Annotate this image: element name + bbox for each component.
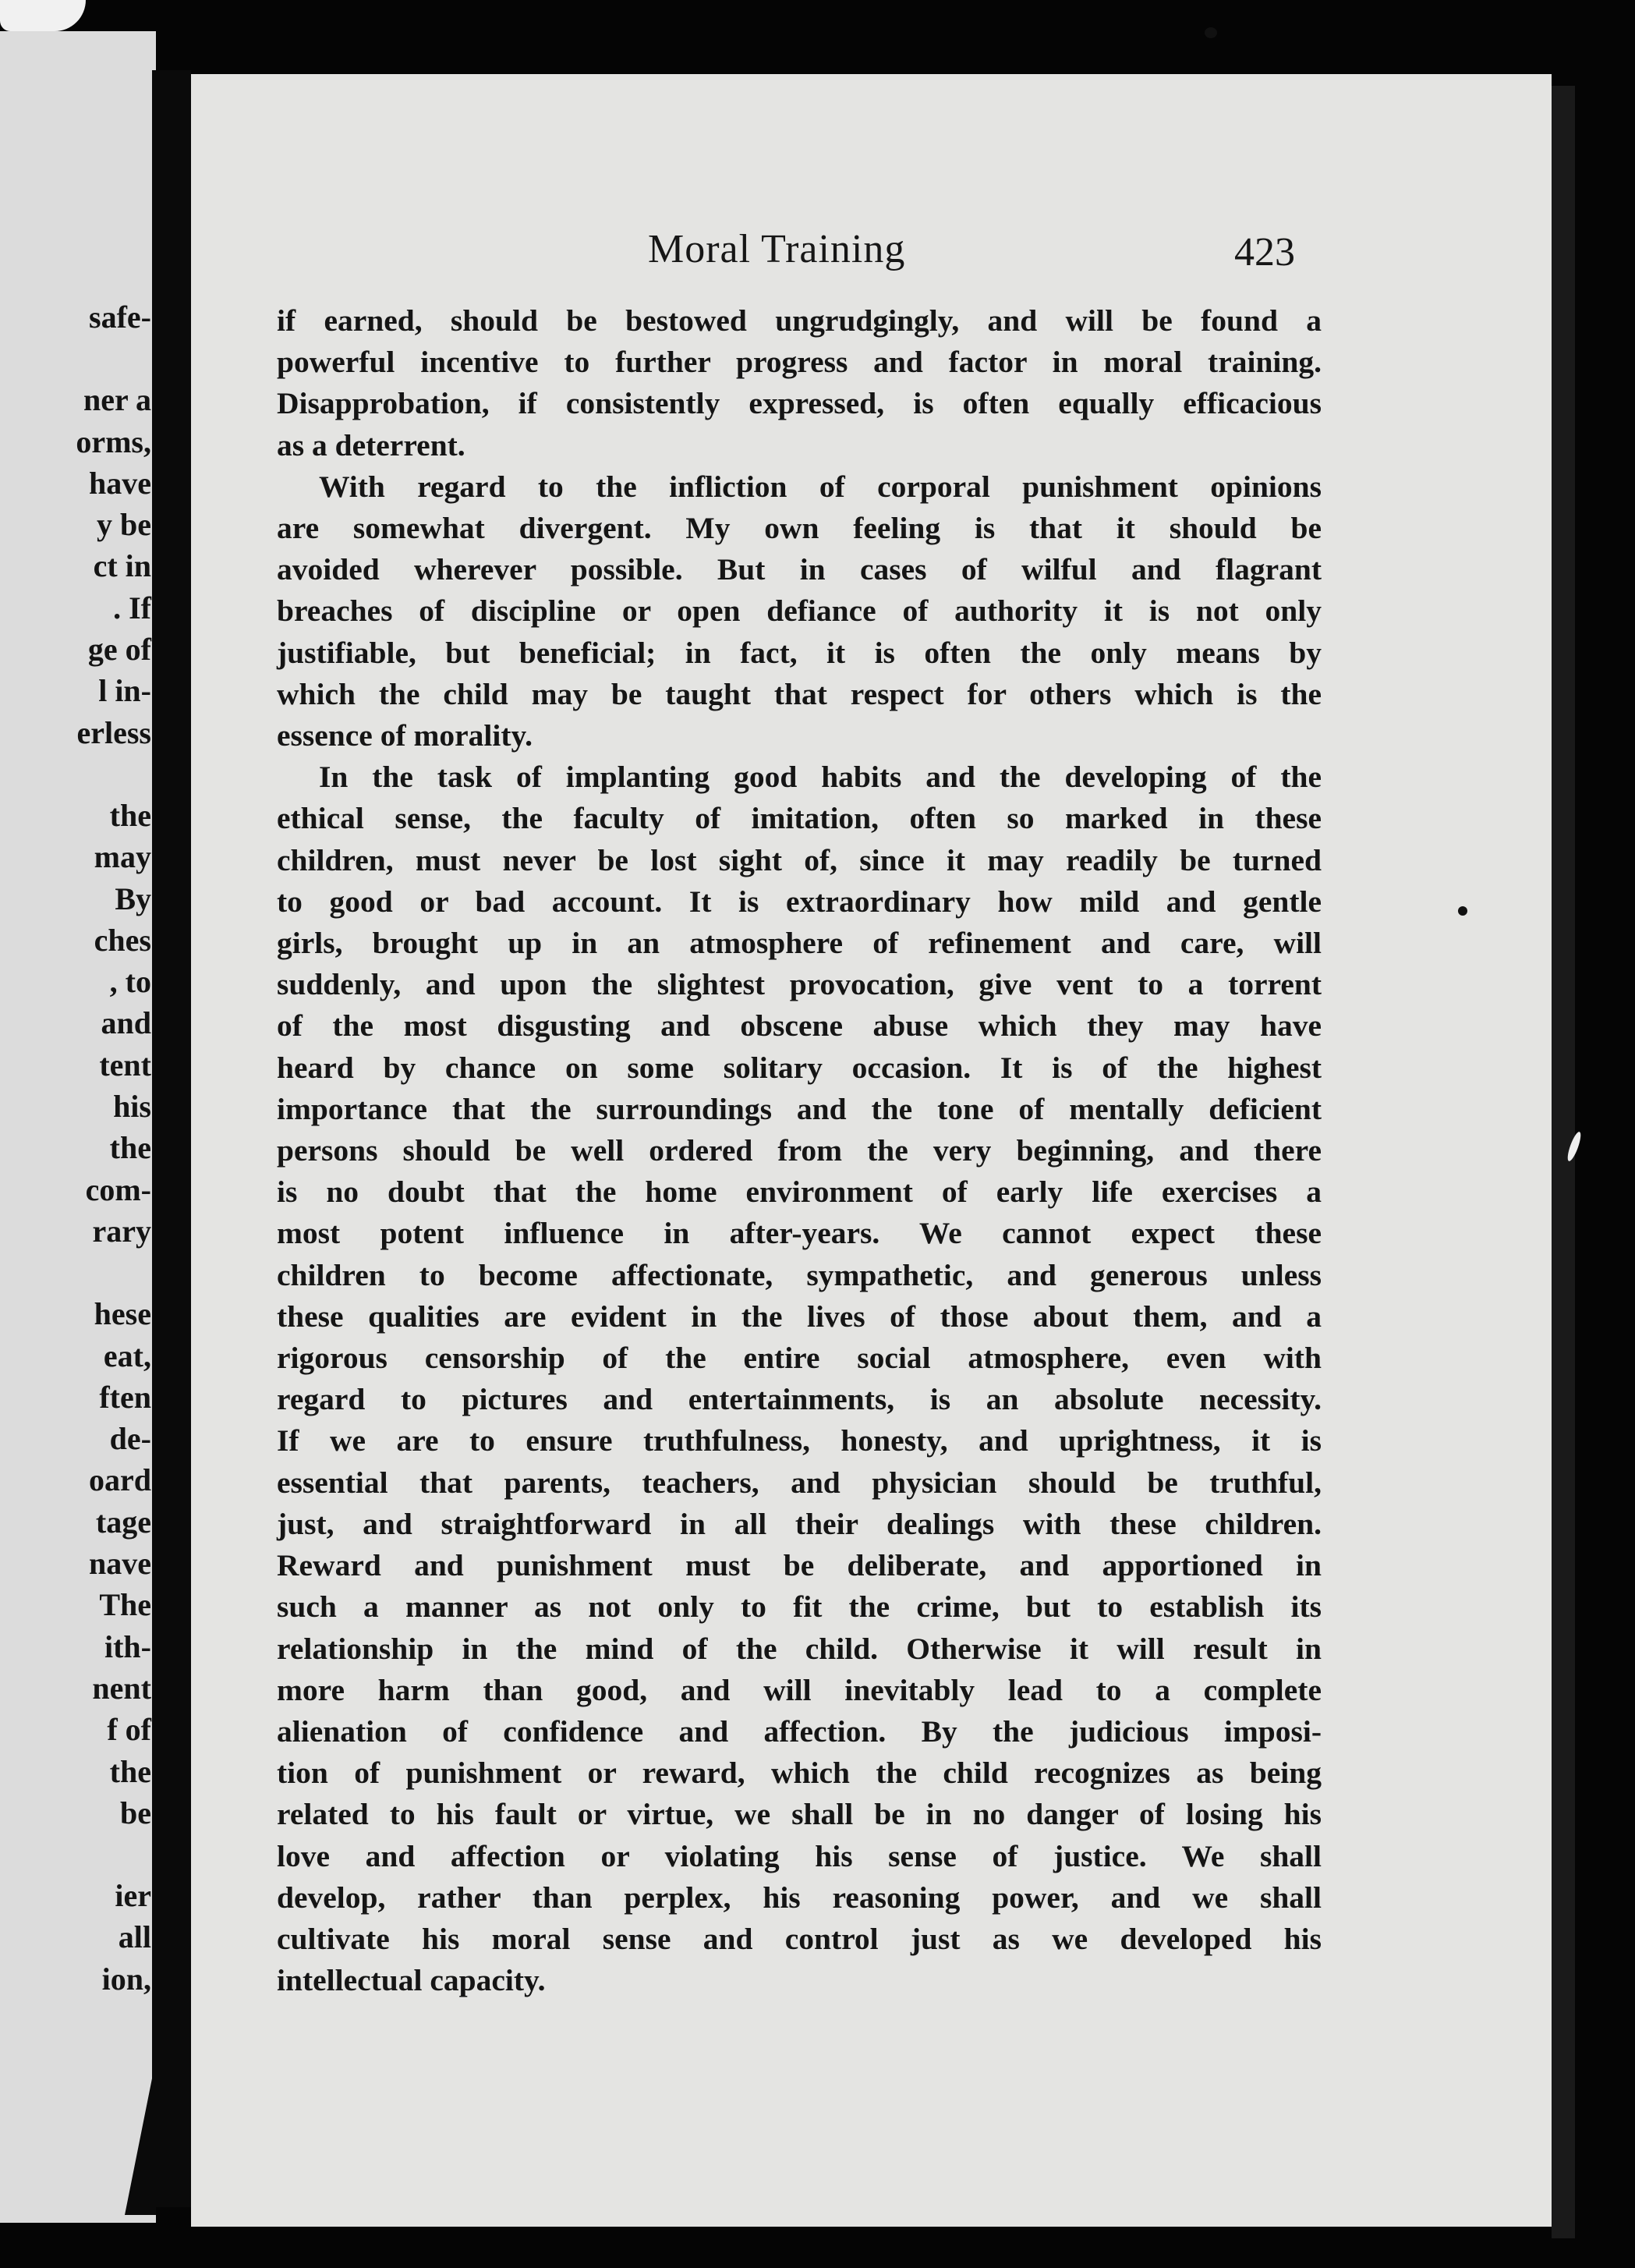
text-line: is no doubt that the home environment of early life exercises a — [277, 1175, 1322, 1210]
previous-page-fragment: safe- — [89, 299, 151, 335]
previous-page-edge — [0, 31, 156, 2223]
fragment-gap — [3, 338, 151, 379]
previous-page-fragment: rary — [92, 1213, 151, 1249]
text-line: develop, rather than perplex, his reasoning power, and we shall — [277, 1880, 1322, 1915]
previous-page-fragment: tage — [95, 1504, 151, 1540]
previous-page-fragment: ion, — [101, 1961, 151, 1997]
text-line: just, and straightforward in all their dealings with these children. — [277, 1506, 1322, 1541]
previous-page-fragment: the — [109, 1130, 151, 1166]
paragraph — [277, 757, 1322, 2001]
book-spine-edge — [125, 2059, 156, 2215]
paragraph — [277, 466, 1322, 757]
previous-page-fragment: may — [94, 839, 151, 875]
previous-page-fragment: y be — [97, 507, 151, 543]
previous-page-fragment: By — [115, 881, 151, 916]
text-line: such a manner as not only to fit the crime, but to establish its — [277, 1589, 1322, 1625]
previous-page-fragment: ner a — [83, 382, 151, 418]
previous-page-fragment: tent — [99, 1047, 151, 1083]
previous-page-fragment: eat, — [103, 1338, 151, 1373]
text-line: if earned, should be bestowed ungrudgingly, and will be found a — [277, 303, 1322, 338]
text-line: regard to pictures and entertainments, is an absolute necessity. — [277, 1382, 1322, 1417]
text-line: In the task of implanting good habits and the developing of the — [319, 760, 1322, 795]
running-head-title: Moral Training — [648, 227, 906, 271]
text-line: importance that the surroundings and the tone of mentally deficient — [277, 1091, 1322, 1126]
previous-page-fragment: be — [120, 1795, 151, 1830]
text-line: Disapprobation, if consistently expressed, is often equally efficacious — [277, 386, 1322, 421]
text-line: essential that parents, teachers, and physician should be truthful, — [277, 1465, 1322, 1500]
text-line: which the child may be taught that respect for others which is the — [277, 676, 1322, 711]
text-line: ethical sense, the faculty of imitation, often so marked in these — [277, 801, 1322, 836]
text-line: children to become affectionate, sympathetic, and generous unless — [277, 1257, 1322, 1292]
text-line: more harm than good, and will inevitably lead to a complete — [277, 1672, 1322, 1707]
text-line: love and affection or violating his sense of justice. We shall — [277, 1838, 1322, 1873]
page-edge-shadow — [1552, 86, 1575, 2238]
text-line: persons should be well ordered from the very beginning, and there — [277, 1133, 1322, 1168]
text-line: relationship in the mind of the child. Otherwise it will result in — [277, 1631, 1322, 1666]
previous-page-fragment: his — [113, 1089, 151, 1125]
previous-page-fragment: the — [109, 797, 151, 833]
previous-page-fragment: erless — [76, 714, 151, 750]
text-line: justifiable, but beneficial; in fact, it is often the only means by — [277, 635, 1322, 670]
text-line: related to his fault or virtue, we shall be in no danger of losing his — [277, 1797, 1322, 1832]
scan-speck — [1205, 27, 1217, 38]
scan-speck — [1458, 906, 1467, 916]
text-line: as a deterrent. — [277, 427, 465, 462]
previous-page-fragment: ches — [94, 922, 151, 958]
previous-page-fragment: , to — [109, 964, 151, 1000]
text-line: rigorous censorship of the entire social atmosphere, even with — [277, 1341, 1322, 1376]
previous-page-fragment: nent — [92, 1670, 151, 1706]
previous-page-text-fragments — [3, 296, 151, 2000]
text-line: alienation of confidence and affection. By the judicious imposi- — [277, 1713, 1322, 1749]
previous-page-fragment: ften — [99, 1379, 151, 1415]
previous-page-fragment: ct in — [93, 548, 151, 584]
paragraph — [277, 300, 1322, 466]
previous-page-fragment: nave — [89, 1546, 151, 1582]
previous-page-fragment: all — [118, 1919, 151, 1955]
text-line: Reward and punishment must be deliberate, and apportioned in — [277, 1548, 1322, 1583]
text-line: With regard to the infliction of corporal punishment opinions — [319, 469, 1322, 504]
text-line: of the most disgusting and obscene abuse which they may have — [277, 1008, 1322, 1044]
text-line: suddenly, and upon the slightest provocation, give vent to a torrent — [277, 967, 1322, 1002]
previous-page-fragment: f of — [107, 1712, 151, 1748]
text-line: these qualities are evident in the lives of those about them, and a — [277, 1299, 1322, 1334]
fragment-gap — [3, 1252, 151, 1293]
text-line: intellectual capacity. — [277, 1963, 546, 1998]
previous-page-fragment: ge of — [87, 632, 151, 668]
text-line: to good or bad account. It is extraordinary how mild and gentle — [277, 884, 1322, 919]
previous-page-fragment: have — [89, 465, 151, 501]
previous-page-fragment: the — [109, 1753, 151, 1789]
previous-page-fragment: ier — [115, 1878, 151, 1914]
page-number: 423 — [1234, 230, 1295, 275]
text-line: If we are to ensure truthfulness, honesty, and uprightness, it is — [277, 1423, 1322, 1458]
text-line: powerful incentive to further progress and factor in moral training. — [277, 345, 1322, 380]
fragment-gap — [3, 1834, 151, 1875]
text-line: are somewhat divergent. My own feeling is that it should be — [277, 511, 1322, 546]
previous-page-fragment: ith- — [104, 1628, 151, 1664]
body-text — [277, 300, 1322, 2001]
previous-page-fragment: hese — [94, 1296, 151, 1332]
previous-page-fragment: de- — [109, 1421, 151, 1457]
previous-page-fragment: The — [99, 1587, 151, 1623]
text-line: children, must never be lost sight of, since it may readily be turned — [277, 842, 1322, 877]
text-line: essence of morality. — [277, 718, 533, 753]
previous-page-fragment: and — [101, 1005, 151, 1041]
book-spine — [152, 70, 191, 2207]
previous-page-fragment: . If — [113, 590, 151, 625]
previous-page-fragment: com- — [85, 1171, 151, 1207]
previous-page-fragment: oard — [89, 1462, 151, 1498]
previous-page-fragment: orms, — [76, 423, 151, 459]
text-line: girls, brought up in an atmosphere of refinement and care, will — [277, 926, 1322, 961]
fragment-gap — [3, 753, 151, 795]
text-line: breaches of discipline or open defiance of authority it is not only — [277, 594, 1322, 629]
text-line: cultivate his moral sense and control just as we developed his — [277, 1921, 1322, 1956]
previous-page-fragment: l in- — [98, 673, 151, 709]
text-line: most potent influence in after-years. We cannot expect these — [277, 1216, 1322, 1251]
text-line: avoided wherever possible. But in cases of wilful and flagrant — [277, 552, 1322, 587]
scan-artifact — [0, 0, 86, 31]
text-line: heard by chance on some solitary occasion. It is of the highest — [277, 1050, 1322, 1085]
text-line: tion of punishment or reward, which the child recognizes as being — [277, 1756, 1322, 1791]
running-header — [191, 226, 1552, 281]
